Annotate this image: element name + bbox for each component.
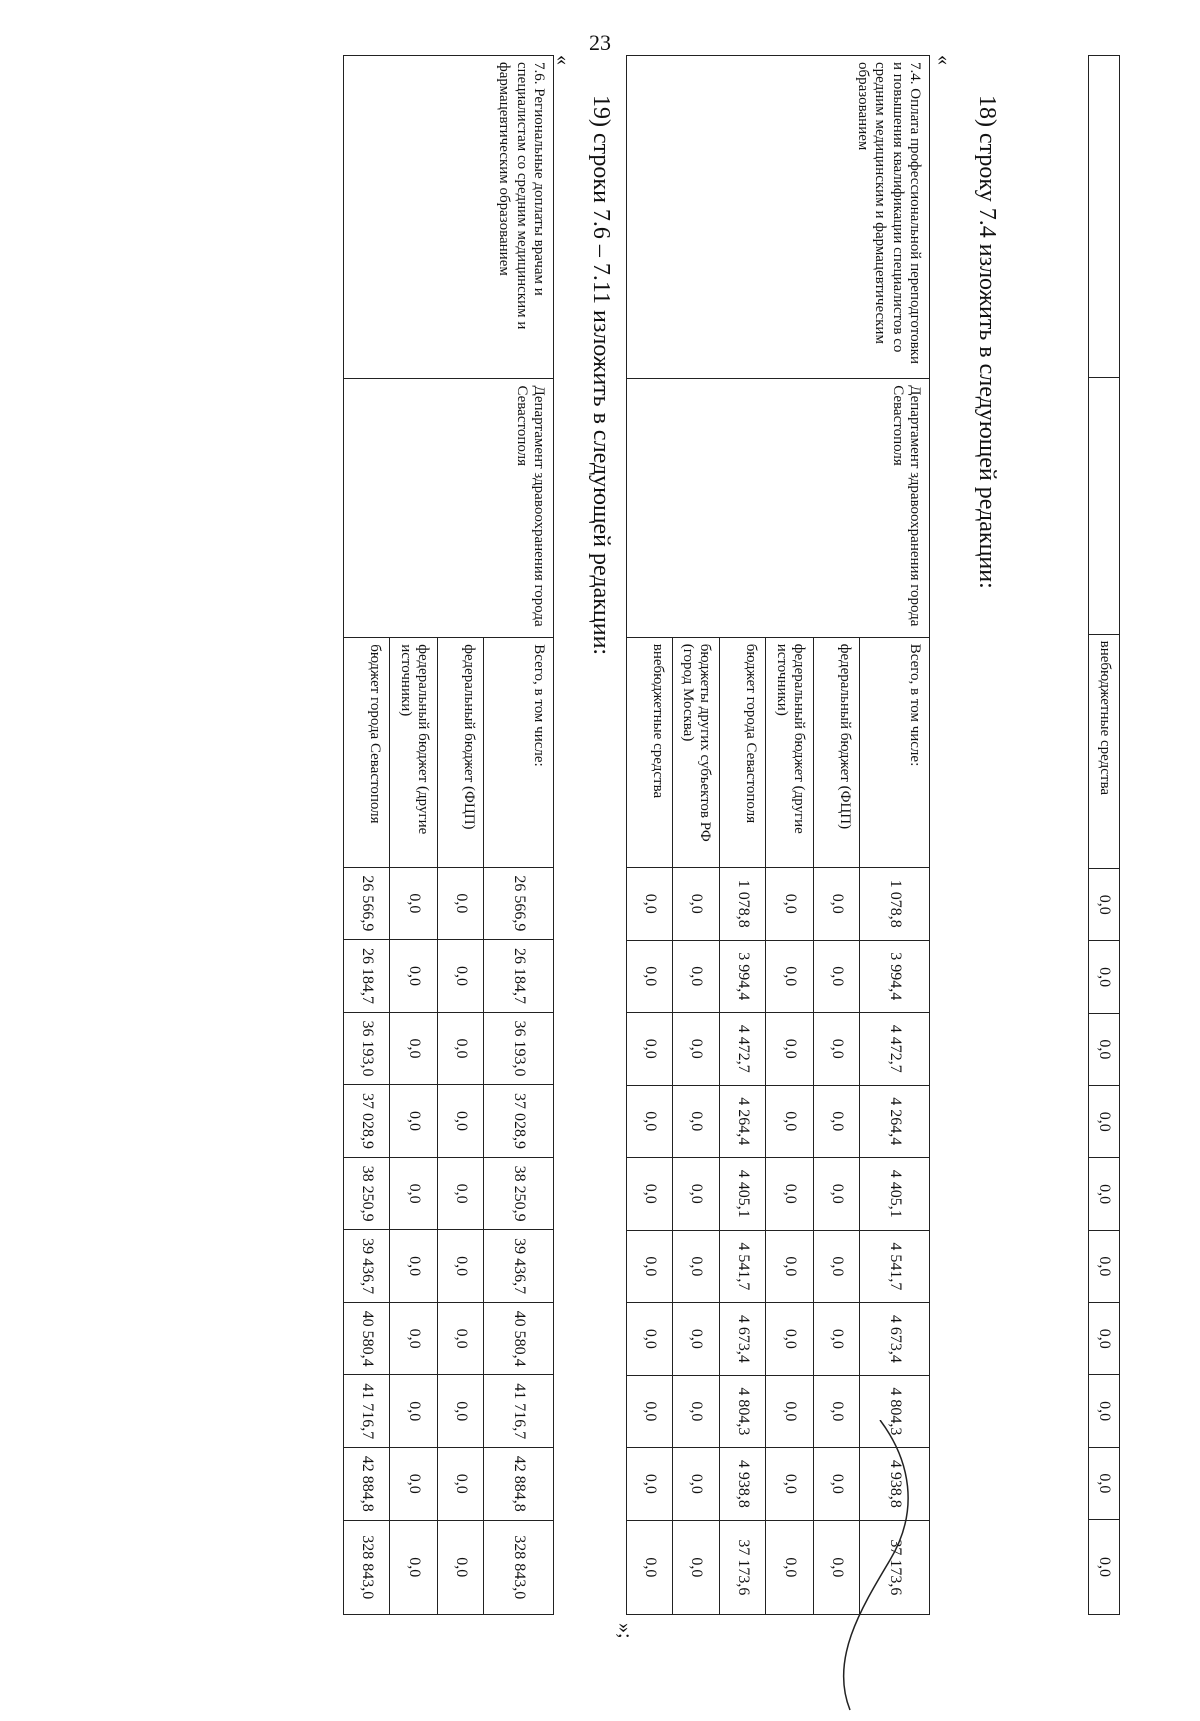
value-cell: 0,0 — [1088, 1230, 1119, 1302]
value-cell: 0,0 — [390, 1448, 438, 1521]
value-cell: 0,0 — [1088, 1158, 1119, 1230]
value-cell: 4 541,7 — [720, 1230, 766, 1303]
value-cell: 0,0 — [438, 1375, 484, 1448]
value-cell: 328 843,0 — [484, 1520, 554, 1614]
value-cell: 0,0 — [673, 1375, 721, 1448]
value-cell: 0,0 — [1088, 1520, 1119, 1615]
value-cell: 0,0 — [766, 1013, 814, 1086]
value-cell: 0,0 — [627, 1448, 673, 1521]
value-cell: 0,0 — [673, 1013, 721, 1086]
value-cell: 0,0 — [766, 1375, 814, 1448]
value-cell: 42 884,8 — [484, 1448, 554, 1521]
section18-heading: 18) строку 7.4 изложить в следующей редакции: — [974, 95, 1000, 589]
value-cell: 0,0 — [1088, 1375, 1119, 1447]
value-cell: 0,0 — [1088, 941, 1119, 1013]
value-cell: 0,0 — [673, 1303, 721, 1376]
value-cell: 0,0 — [438, 1157, 484, 1230]
value-cell: 4 938,8 — [860, 1448, 930, 1521]
value-cell: 0,0 — [814, 1520, 860, 1614]
source-cell: бюджет города Севастополя — [344, 638, 390, 867]
value-cell: 4 472,7 — [860, 1013, 930, 1086]
value-cell: 0,0 — [673, 867, 721, 940]
value-cell: 26 566,9 — [344, 867, 390, 940]
source-cell: внебюджетные средства — [1088, 634, 1119, 868]
value-cell: 4 673,4 — [860, 1303, 930, 1376]
value-cell: 0,0 — [390, 1012, 438, 1085]
table-7-6 — [344, 55, 555, 1615]
value-cell: 0,0 — [438, 1230, 484, 1303]
value-cell: 0,0 — [766, 867, 814, 940]
value-cell: 41 716,7 — [344, 1375, 390, 1448]
value-cell: 4 405,1 — [860, 1158, 930, 1231]
value-cell: 38 250,9 — [344, 1157, 390, 1230]
value-cell: 4 264,4 — [720, 1085, 766, 1158]
value-cell: 0,0 — [390, 867, 438, 940]
source-cell: федеральный бюджет (ФЦП) — [814, 637, 860, 867]
value-cell: 0,0 — [766, 1085, 814, 1158]
value-cell: 0,0 — [766, 1158, 814, 1231]
value-cell: 3 994,4 — [720, 940, 766, 1013]
value-cell: 0,0 — [390, 1230, 438, 1303]
value-cell: 40 580,4 — [344, 1302, 390, 1375]
source-cell: бюджеты других субъектов РФ (город Москва) — [673, 637, 721, 867]
table-row — [860, 56, 930, 1615]
value-cell: 37 028,9 — [484, 1085, 554, 1158]
empty-cell — [1088, 56, 1119, 378]
value-cell: 0,0 — [673, 1520, 721, 1614]
source-cell: внебюджетные средства — [627, 637, 673, 867]
value-cell: 0,0 — [766, 1448, 814, 1521]
table-row — [484, 56, 554, 1615]
value-cell: 0,0 — [814, 1375, 860, 1448]
section18-close-quote: »; — [614, 1623, 636, 1639]
value-cell: 0,0 — [438, 867, 484, 940]
value-cell: 1 078,8 — [720, 867, 766, 940]
value-cell: 0,0 — [390, 1520, 438, 1614]
value-cell: 38 250,9 — [484, 1157, 554, 1230]
empty-cell — [1088, 378, 1119, 635]
source-cell: федеральный бюджет (другие источники) — [766, 637, 814, 867]
value-cell: 0,0 — [766, 1520, 814, 1614]
value-cell: 40 580,4 — [484, 1302, 554, 1375]
value-cell: 0,0 — [627, 867, 673, 940]
value-cell: 1 078,8 — [860, 867, 930, 940]
source-cell: Всего, в том числе: — [484, 638, 554, 867]
section19-open-quote: « — [552, 55, 574, 65]
top-table — [1088, 55, 1120, 1615]
value-cell: 0,0 — [438, 1448, 484, 1521]
value-cell: 26 566,9 — [484, 867, 554, 940]
section18-open-quote: « — [933, 55, 955, 65]
value-cell: 0,0 — [390, 1375, 438, 1448]
value-cell: 0,0 — [627, 1303, 673, 1376]
value-cell: 0,0 — [390, 1302, 438, 1375]
value-cell: 0,0 — [673, 1158, 721, 1231]
value-cell: 0,0 — [627, 940, 673, 1013]
value-cell: 39 436,7 — [344, 1230, 390, 1303]
source-cell: федеральный бюджет (другие источники) — [390, 638, 438, 867]
page-number: 23 — [589, 30, 611, 55]
value-cell: 37 173,6 — [860, 1520, 930, 1614]
table-row — [1088, 56, 1119, 1615]
value-cell: 328 843,0 — [344, 1520, 390, 1614]
value-cell: 0,0 — [438, 1520, 484, 1614]
value-cell: 0,0 — [438, 1302, 484, 1375]
department-cell: Департамент здравоохранения города Севастополя — [627, 379, 930, 638]
value-cell: 0,0 — [673, 1085, 721, 1158]
value-cell: 0,0 — [627, 1158, 673, 1231]
value-cell: 26 184,7 — [484, 940, 554, 1013]
value-cell: 37 173,6 — [720, 1520, 766, 1614]
value-cell: 4 938,8 — [720, 1448, 766, 1521]
value-cell: 37 028,9 — [344, 1085, 390, 1158]
value-cell: 0,0 — [673, 1448, 721, 1521]
value-cell: 0,0 — [1088, 869, 1119, 941]
row-label-cell: 7.6. Региональные доплаты врачам и специалистам со средним медицинским и фармацевтическим образованием — [344, 56, 554, 379]
value-cell: 4 472,7 — [720, 1013, 766, 1086]
value-cell: 0,0 — [814, 867, 860, 940]
value-cell: 0,0 — [1088, 1013, 1119, 1085]
section19-heading: 19) строки 7.6 – 7.11 изложить в следующей редакции: — [588, 95, 614, 656]
value-cell: 0,0 — [766, 1230, 814, 1303]
value-cell: 0,0 — [766, 1303, 814, 1376]
value-cell: 0,0 — [627, 1013, 673, 1086]
source-cell: федеральный бюджет (ФЦП) — [438, 638, 484, 867]
source-cell: Всего, в том числе: — [860, 637, 930, 867]
value-cell: 0,0 — [814, 1448, 860, 1521]
value-cell: 41 716,7 — [484, 1375, 554, 1448]
value-cell: 4 804,3 — [720, 1375, 766, 1448]
value-cell: 0,0 — [673, 940, 721, 1013]
row-label-cell: 7.4. Оплата профессиональной переподготовки и повышения квалификации специалистов со средним медицинским и фармацевтическим образованием — [627, 56, 930, 379]
value-cell: 0,0 — [627, 1085, 673, 1158]
value-cell: 4 673,4 — [720, 1303, 766, 1376]
value-cell: 0,0 — [673, 1230, 721, 1303]
value-cell: 0,0 — [627, 1520, 673, 1614]
value-cell: 26 184,7 — [344, 940, 390, 1013]
value-cell: 42 884,8 — [344, 1448, 390, 1521]
value-cell: 0,0 — [814, 1230, 860, 1303]
value-cell: 0,0 — [814, 1303, 860, 1376]
signature-stroke — [820, 1420, 940, 1720]
value-cell: 0,0 — [438, 1085, 484, 1158]
rotated-content — [80, 55, 1120, 1639]
value-cell: 0,0 — [438, 1012, 484, 1085]
table-7-4 — [626, 55, 930, 1615]
department-cell: Департамент здравоохранения города Севастополя — [344, 379, 554, 638]
value-cell: 36 193,0 — [344, 1012, 390, 1085]
value-cell: 0,0 — [814, 1013, 860, 1086]
value-cell: 39 436,7 — [484, 1230, 554, 1303]
value-cell: 0,0 — [1088, 1086, 1119, 1158]
value-cell: 0,0 — [390, 1085, 438, 1158]
value-cell: 0,0 — [1088, 1447, 1119, 1519]
value-cell: 0,0 — [766, 940, 814, 1013]
value-cell: 0,0 — [814, 940, 860, 1013]
value-cell: 0,0 — [390, 1157, 438, 1230]
value-cell: 4 804,3 — [860, 1375, 930, 1448]
value-cell: 0,0 — [814, 1158, 860, 1231]
value-cell: 4 405,1 — [720, 1158, 766, 1231]
value-cell: 0,0 — [627, 1230, 673, 1303]
source-cell: бюджет города Севастополя — [720, 637, 766, 867]
value-cell: 4 264,4 — [860, 1085, 930, 1158]
value-cell: 0,0 — [1088, 1303, 1119, 1375]
value-cell: 36 193,0 — [484, 1012, 554, 1085]
value-cell: 3 994,4 — [860, 940, 930, 1013]
value-cell: 0,0 — [814, 1085, 860, 1158]
value-cell: 0,0 — [390, 940, 438, 1013]
value-cell: 0,0 — [627, 1375, 673, 1448]
value-cell: 0,0 — [438, 940, 484, 1013]
value-cell: 4 541,7 — [860, 1230, 930, 1303]
